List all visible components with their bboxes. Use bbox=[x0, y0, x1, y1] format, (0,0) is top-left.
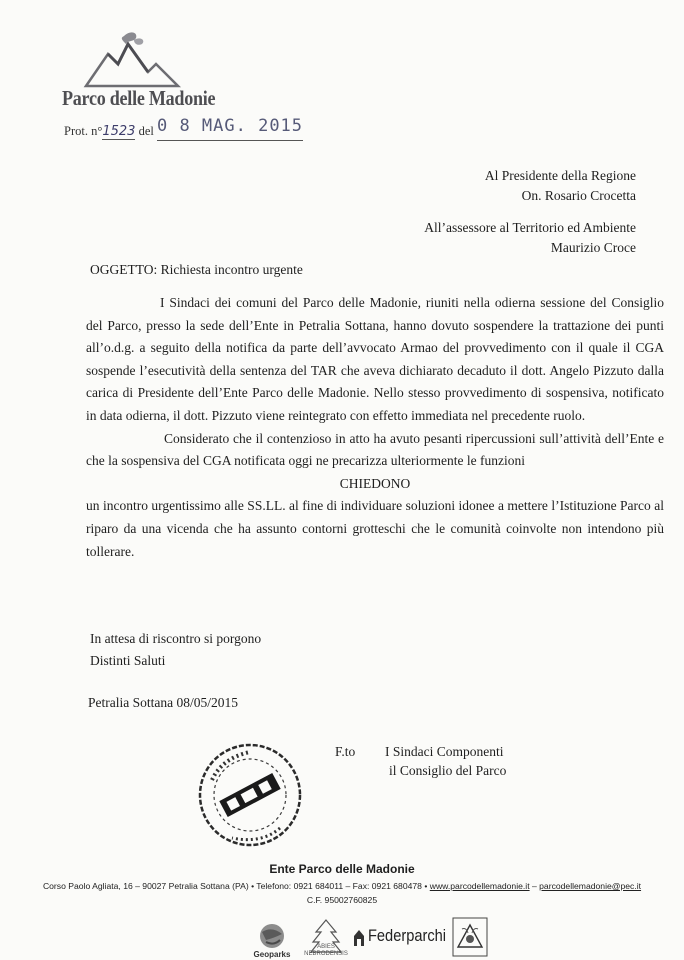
addressee-assessore-title: All’assessore al Territorio ed Ambiente bbox=[424, 220, 636, 235]
subject-line: OGGETTO: Richiesta incontro urgente bbox=[90, 262, 303, 277]
closing-line-2: Distinti Saluti bbox=[90, 653, 166, 668]
abies-label: ABIES NEBRODENSIS bbox=[304, 944, 348, 957]
footer-cf: C.F. 95002760825 bbox=[306, 895, 378, 905]
body-paragraph-2: Considerato che il contenzioso in atto ha avuto pesanti ripercussioni sull’attività dell’Ente e che la sospensiva del CGA notificata oggi ne precarizza ulteriormente le funzioni bbox=[86, 430, 664, 469]
federparchi-logo: Federparchi bbox=[368, 926, 447, 945]
footer-website-link[interactable]: www.parcodellemadonie.it bbox=[429, 881, 530, 891]
body-paragraph-3: un incontro urgentissimo alle SS.LL. al fine di individuare soluzioni idonee a mettere l’Istituzione Parco al riparo da una vicenda che ha assunto contorni grotteschi che le comunità coinvolte non intendono più tollerare. bbox=[86, 498, 664, 559]
signature-line-1: I Sindaci Componenti bbox=[385, 744, 504, 759]
geoparks-label: Geoparks bbox=[253, 950, 291, 959]
footer-address bbox=[0, 881, 684, 891]
org-name: Parco delle Madonie bbox=[62, 86, 216, 110]
addressee-president bbox=[485, 166, 636, 206]
regione-sicilia-emblem-icon bbox=[452, 917, 488, 957]
request-heading: CHIEDONO bbox=[339, 475, 411, 491]
signature-prefix: F.to bbox=[335, 744, 356, 759]
place-date: Petralia Sottana 08/05/2015 bbox=[88, 695, 238, 710]
protocol-number: 1523 bbox=[102, 124, 136, 139]
addressee-president-title: Al Presidente della Regione bbox=[484, 168, 636, 183]
protocol-del: del bbox=[138, 124, 154, 138]
signature-line-2: il Consiglio del Parco bbox=[389, 763, 507, 778]
footer-pec-link[interactable]: parcodellemadonie@pec.it bbox=[539, 881, 642, 891]
closing-line-1: In attesa di riscontro si porgono bbox=[90, 631, 262, 646]
footer-address-text: Corso Paolo Agliata, 16 – 90027 Petralia Sottana (PA) • Telefono: 0921 684011 – Fax: 0921 680478 • bbox=[42, 881, 430, 891]
addressee-president-name: On. Rosario Crocetta bbox=[521, 188, 636, 203]
protocol-date-stamp: 0 8 MAG. 2015 bbox=[156, 116, 304, 136]
letter-body bbox=[86, 292, 664, 563]
protocol-line bbox=[64, 116, 304, 141]
addressee-assessore-name: Maurizio Croce bbox=[550, 240, 636, 255]
footer-separator: – bbox=[529, 881, 540, 891]
closing bbox=[90, 628, 261, 672]
official-seal-stamp bbox=[192, 740, 308, 850]
addressee-assessore bbox=[424, 218, 636, 258]
protocol-label: Prot. n° bbox=[64, 124, 103, 138]
signature-block bbox=[335, 742, 506, 780]
parco-madonie-logo bbox=[78, 30, 188, 92]
footer-title: Ente Parco delle Madonie bbox=[269, 862, 415, 876]
body-paragraph-1: I Sindaci dei comuni del Parco delle Madonie, riuniti nella odierna sessione del Consiglio del Parco, presso la sede dell’Ente in Petralia Sottana, hanno dovuto sospendere la trattazione dei punti all’o.d.g. a seguito della notifica da parte dell’avvocato Armao del provvedimento con il quale il CGA sospende l’esecutività della sentenza del TAR che aveva dichiarato decaduto il dott. Angelo Pizzuto dalla carica di Presidente dell’Ente Parco delle Madonie. Nello stesso provvedimento di sospensiva, notificato in data odierna, il dott. Pizzuto viene reintegrato con effetto immediata nel precedente ruolo. bbox=[86, 295, 664, 423]
federparchi-icon bbox=[352, 928, 366, 948]
